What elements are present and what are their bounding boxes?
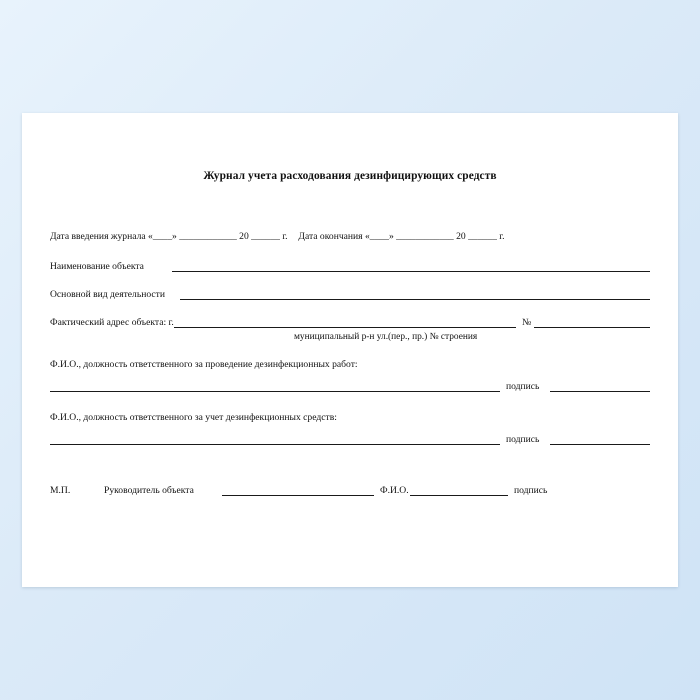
mp-label: М.П. xyxy=(50,485,71,496)
activity-type-rule xyxy=(180,299,650,300)
signature-rule-1 xyxy=(550,391,650,392)
signature-rule-2 xyxy=(550,444,650,445)
address-number-rule xyxy=(534,327,650,328)
document-paper xyxy=(22,113,678,587)
signature-label-3: подпись xyxy=(514,485,548,496)
activity-type-label: Основной вид деятельности xyxy=(50,289,165,300)
signature-label-1: подпись xyxy=(506,381,540,392)
head-of-object-rule xyxy=(222,495,374,496)
document-content xyxy=(22,113,678,587)
address-hint: муниципальный р-н ул.(пер., пр.) № строения xyxy=(294,332,478,342)
actual-address-rule xyxy=(174,327,516,328)
responsible-accounting-rule xyxy=(50,444,500,445)
end-date-label: Дата окончания «____» ____________ 20 ______ г. xyxy=(298,231,505,242)
start-date-label: Дата введения журнала «____» ____________ 20 ______ г. xyxy=(50,231,288,242)
start-date-line xyxy=(50,230,505,243)
fio-label: Ф.И.О. xyxy=(380,485,409,496)
object-name-label: Наименование объекта xyxy=(50,261,144,272)
actual-address-label: Фактический адрес объекта: г. xyxy=(50,317,174,328)
object-name-rule xyxy=(172,271,650,272)
responsible-accounting-label: Ф.И.О., должность ответственного за учет дезинфекционных средств: xyxy=(50,412,337,423)
page-title: Журнал учета расходования дезинфицирующих средств xyxy=(203,170,497,182)
responsible-disinfection-label: Ф.И.О., должность ответственного за проведение дезинфекционных работ: xyxy=(50,359,358,370)
head-of-object-label: Руководитель объекта xyxy=(104,485,194,496)
address-number-label: № xyxy=(522,317,532,328)
responsible-disinfection-rule xyxy=(50,391,500,392)
signature-label-2: подпись xyxy=(506,434,540,445)
fio-rule xyxy=(410,495,508,496)
